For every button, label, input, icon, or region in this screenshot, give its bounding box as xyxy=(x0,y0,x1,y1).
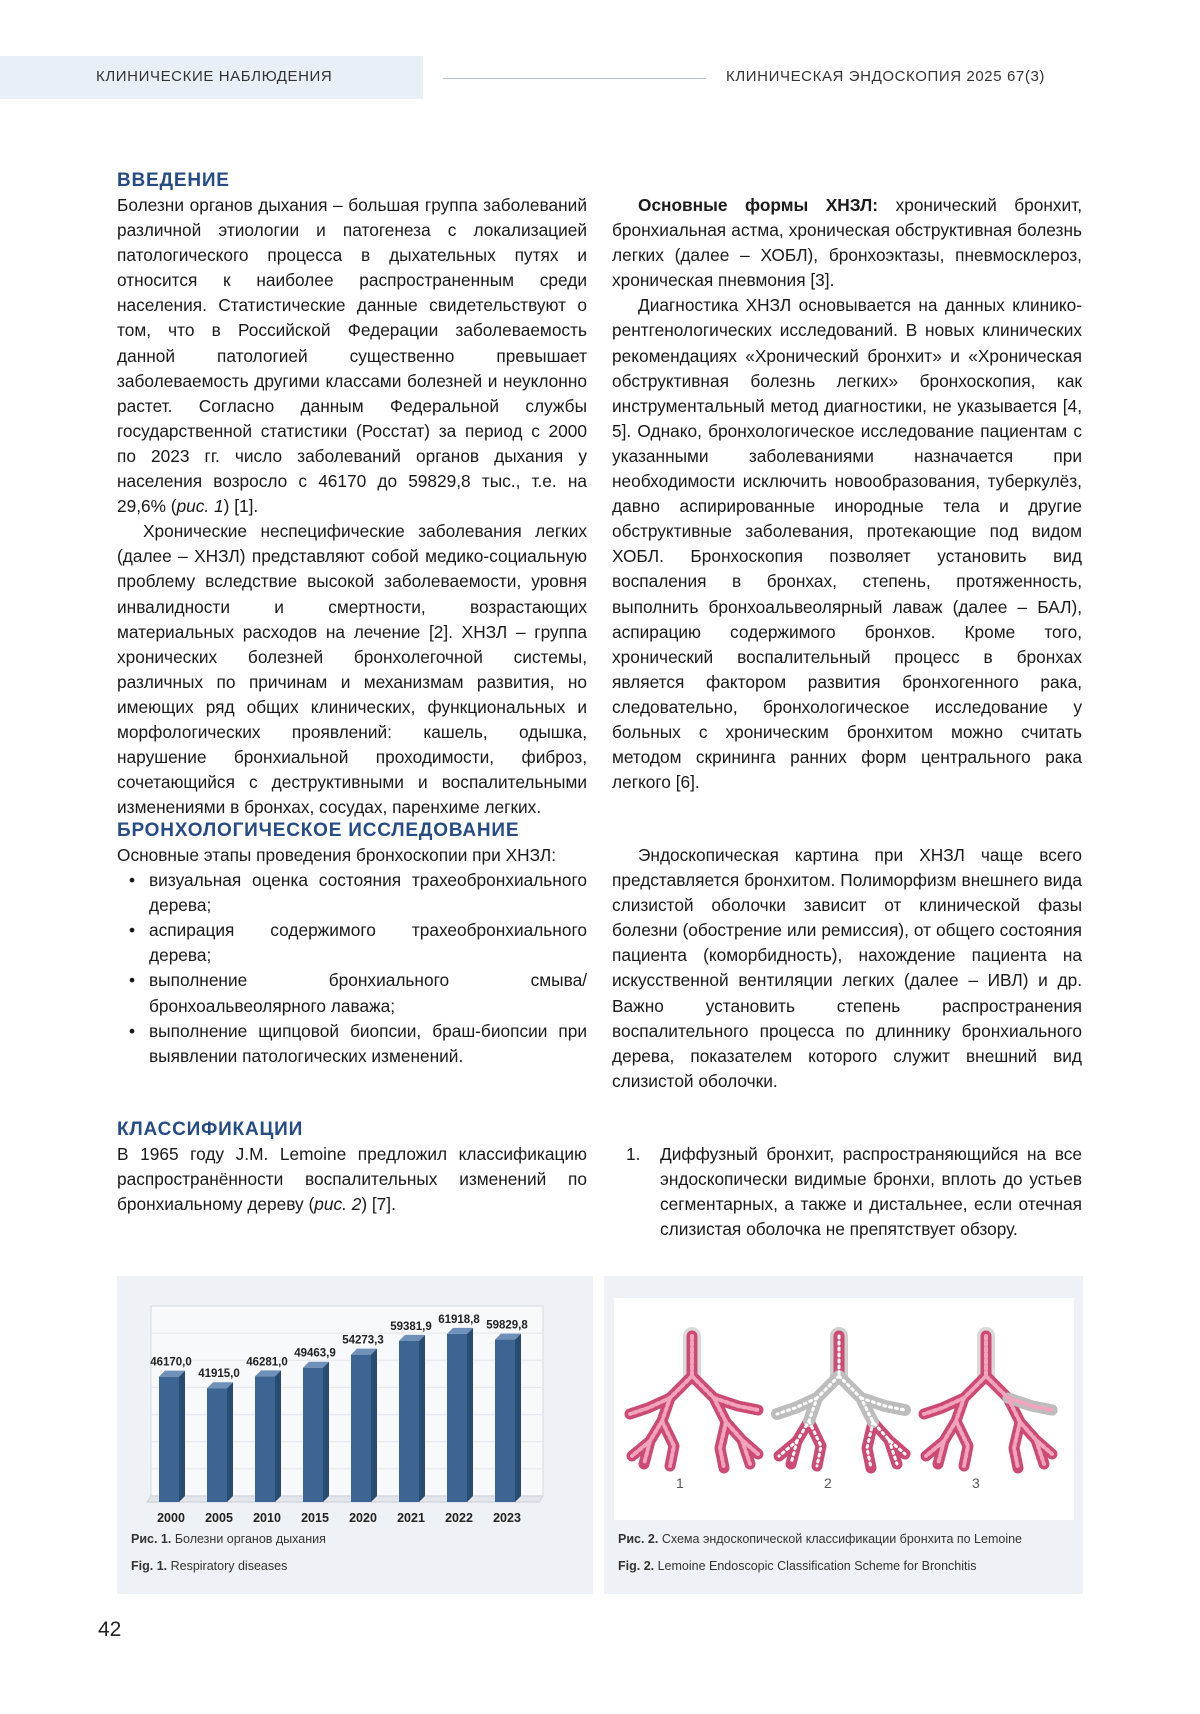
bar-side xyxy=(371,1349,377,1502)
header-journal-title: КЛИНИЧЕСКАЯ ЭНДОСКОПИЯ 2025 67(3) xyxy=(726,68,1045,85)
x-tick-label: 2015 xyxy=(301,1511,329,1525)
bar-side xyxy=(227,1382,233,1502)
classif-section xyxy=(117,1117,587,1217)
intro-section xyxy=(117,168,587,820)
bar xyxy=(351,1355,371,1502)
fig1-ref-link[interactable]: рис. 1 xyxy=(176,496,224,517)
bar-side xyxy=(419,1335,425,1502)
bronchial-tree-scheme xyxy=(614,1298,1074,1520)
fig2-ref-link[interactable]: рис. 2 xyxy=(314,1194,362,1215)
scheme-label-2: 2 xyxy=(824,1475,832,1491)
list-item: 1. Диффузный бронхит, распространяющийся на все эндоскопически видимые бронхи, вплоть до устьев сегментарных, а также и дистальнее, если отечная слизистая оболочка не препятствует обзору. xyxy=(626,1144,1082,1240)
classif-list xyxy=(626,1142,1082,1242)
fig1-caption-en: Fig. 1. Respiratory diseases xyxy=(131,1559,288,1573)
classif-heading: КЛАССИФИКАЦИИ xyxy=(117,1119,304,1140)
bar-side xyxy=(179,1371,185,1502)
list-item: • аспирация содержимого трахеобронхиального дерева; xyxy=(149,918,587,968)
x-tick-label: 2023 xyxy=(493,1511,521,1525)
bronchial-tree-drawing xyxy=(614,1298,1074,1520)
bar-side xyxy=(323,1362,329,1502)
bar-side xyxy=(467,1328,473,1502)
bar xyxy=(399,1341,419,1502)
bar-value-label: 59381,9 xyxy=(390,1320,432,1333)
forms-section xyxy=(612,193,1082,795)
scheme-label-3: 3 xyxy=(972,1475,980,1491)
header-divider xyxy=(443,78,706,79)
bar-value-label: 41915,0 xyxy=(198,1368,240,1381)
classif-paragraph: В 1965 году J.M. Lemoine предложил классификацию распространённости воспалительных изменений по бронхиальному дереву (рис. 2) [7]. xyxy=(117,1144,587,1215)
bar xyxy=(207,1388,227,1502)
x-tick-label: 2020 xyxy=(349,1511,377,1525)
header-section-band xyxy=(0,56,423,99)
scheme-panel-3 xyxy=(924,1336,1052,1468)
x-tick-label: 2005 xyxy=(205,1511,233,1525)
fig1-caption-ru: Рис. 1. Болезни органов дыхания xyxy=(131,1532,326,1546)
scheme-panel-2 xyxy=(777,1336,905,1468)
bar-value-label: 49463,9 xyxy=(294,1347,336,1360)
x-tick-label: 2000 xyxy=(157,1511,185,1525)
bar-value-label: 46170,0 xyxy=(150,1356,192,1369)
intro-paragraph-1: Болезни органов дыхания – большая группа заболеваний различной этиологии и патогенеза с локализацией патологического процесса в дыхательных путях и относится к наиболее распространенным среди населения. Статистические данные свидетельствуют о том, что в Российской Федерации заболеваемость данной патологией существенно превышает заболеваемость другими классами болезней и неуклонно растет. Согласно данным Федеральной службы государственной статистики (Росстат) за период с 2000 по 2023 гг. число заболеваний органов дыхания у населения возросло с 46170 до 59829,8 тыс., т.е. на 29,6% (рис. 1) [1]. xyxy=(117,195,587,517)
bar xyxy=(159,1377,179,1502)
header-section-title: КЛИНИЧЕСКИЕ НАБЛЮДЕНИЯ xyxy=(96,68,333,85)
bar-value-label: 59829,8 xyxy=(486,1319,528,1332)
chart-floor xyxy=(147,1496,543,1502)
forms-paragraph-2: Диагностика ХНЗЛ основывается на данных клинико-рентгенологических исследований. В новых клинических рекомендациях «Хронический бронхит» и «Хроническая обструктивная болезнь легких» бронхоскопия, как инструментальный метод диагностики, не указывается [4, 5]. Однако, бронхологическое исследование пациентам с указанными заболеваниями назначается при необходимости исключить новообразования, туберкулёз, давно аспирированные инородные тела и другие обструктивные заболевания, протекающие под видом ХОБЛ. Бронхоскопия позволяет установить вид воспаления в бронхах, степень, протяженность, выполнить бронхоальвеолярный лаваж (далее – БАЛ), аспирацию содержимого бронхов. Кроме того, хронический воспалительный процесс в бронхах является фактором развития бронхогенного рака, следовательно, бронхологическое исследование у больных с хроническим бронхитом можно считать методом скрининга ранних форм центрального рака легкого [6]. xyxy=(612,295,1082,793)
scheme-panel-1 xyxy=(630,1336,758,1468)
bronch-steps-list xyxy=(117,868,587,1069)
bar-value-label: 54273,3 xyxy=(342,1334,384,1347)
bronch-right-paragraph: Эндоскопическая картина при ХНЗЛ чаще всего представляется бронхитом. Полиморфизм внешнего вида слизистой оболочки зависит от клинической фазы болезни (обострение или ремиссия), от общего состояния пациента (коморбидность), нахождение пациента на искусственной вентиляции легких (далее – ИВЛ) и др. Важно установить степень распространения воспалительного процесса по длиннику бронхиального дерева, показателем которого служит внешний вид слизистой оболочки. xyxy=(612,845,1082,1091)
scheme-label-1: 1 xyxy=(676,1475,684,1491)
list-item-number: 1. xyxy=(626,1144,641,1164)
bar xyxy=(255,1376,275,1502)
forms-paragraph-1: Основные формы ХНЗЛ: хронический бронхит, бронхиальная астма, хроническая обструктивная болезнь легких (далее – ХОБЛ), бронхоэктазы, пневмосклероз, хроническая пневмония [3]. xyxy=(612,195,1083,291)
figure-2-panel xyxy=(604,1276,1083,1594)
intro-heading: ВВЕДЕНИЕ xyxy=(117,170,230,191)
bar xyxy=(447,1334,467,1502)
bar-side xyxy=(275,1370,281,1502)
bronch-heading: БРОНХОЛОГИЧЕСКОЕ ИССЛЕДОВАНИЕ xyxy=(117,820,520,841)
bar-value-label: 61918,8 xyxy=(438,1313,480,1326)
bar xyxy=(303,1368,323,1502)
bar-value-label: 46281,0 xyxy=(246,1356,288,1369)
fig2-caption-ru: Рис. 2. Схема эндоскопической классификации бронхита по Lemoine xyxy=(618,1532,1023,1546)
bronch-section xyxy=(117,818,587,1069)
x-tick-label: 2022 xyxy=(445,1511,473,1525)
x-tick-label: 2010 xyxy=(253,1511,281,1525)
list-item: • визуальная оценка состояния трахеобронхиального дерева; xyxy=(149,868,587,918)
fig2-caption-en: Fig. 2. Lemoine Endoscopic Classification Scheme for Bronchitis xyxy=(618,1559,977,1573)
bar xyxy=(495,1340,515,1502)
bronch-intro: Основные этапы проведения бронхоскопии при ХНЗЛ: xyxy=(117,845,557,865)
list-item: • выполнение щипцовой биопсии, браш-биопсии при выявлении патологических изменений. xyxy=(149,1019,587,1069)
list-item: • выполнение бронхиального смыва/бронхоальвеолярного лаважа; xyxy=(149,968,587,1018)
figure-1-panel xyxy=(117,1276,593,1594)
intro-paragraph-2: Хронические неспецифические заболевания легких (далее – ХНЗЛ) представляют собой медико-социальную проблему вследствие высокой заболеваемости, уровня инвалидности и смертности, возрастающих материальных расходов на лечение [2]. ХНЗЛ – группа хронических болезней бронхолегочной системы, различных по причинам и механизмам развития, но имеющих ряд общих клинических, функциональных и морфологических проявлений: кашель, одышка, нарушение бронхиальной проходимости, фиброз, сочетающийся с деструктивными и воспалительными изменениями в бронхах, сосудах, паренхиме легких. xyxy=(117,521,587,818)
bar-side xyxy=(515,1334,521,1502)
forms-lead: Основные формы ХНЗЛ: xyxy=(638,195,879,215)
respiratory-diseases-chart xyxy=(125,1282,585,1538)
x-tick-label: 2021 xyxy=(397,1511,425,1525)
page-number: 42 xyxy=(98,1618,122,1641)
bronch-right-column xyxy=(612,843,1082,1094)
